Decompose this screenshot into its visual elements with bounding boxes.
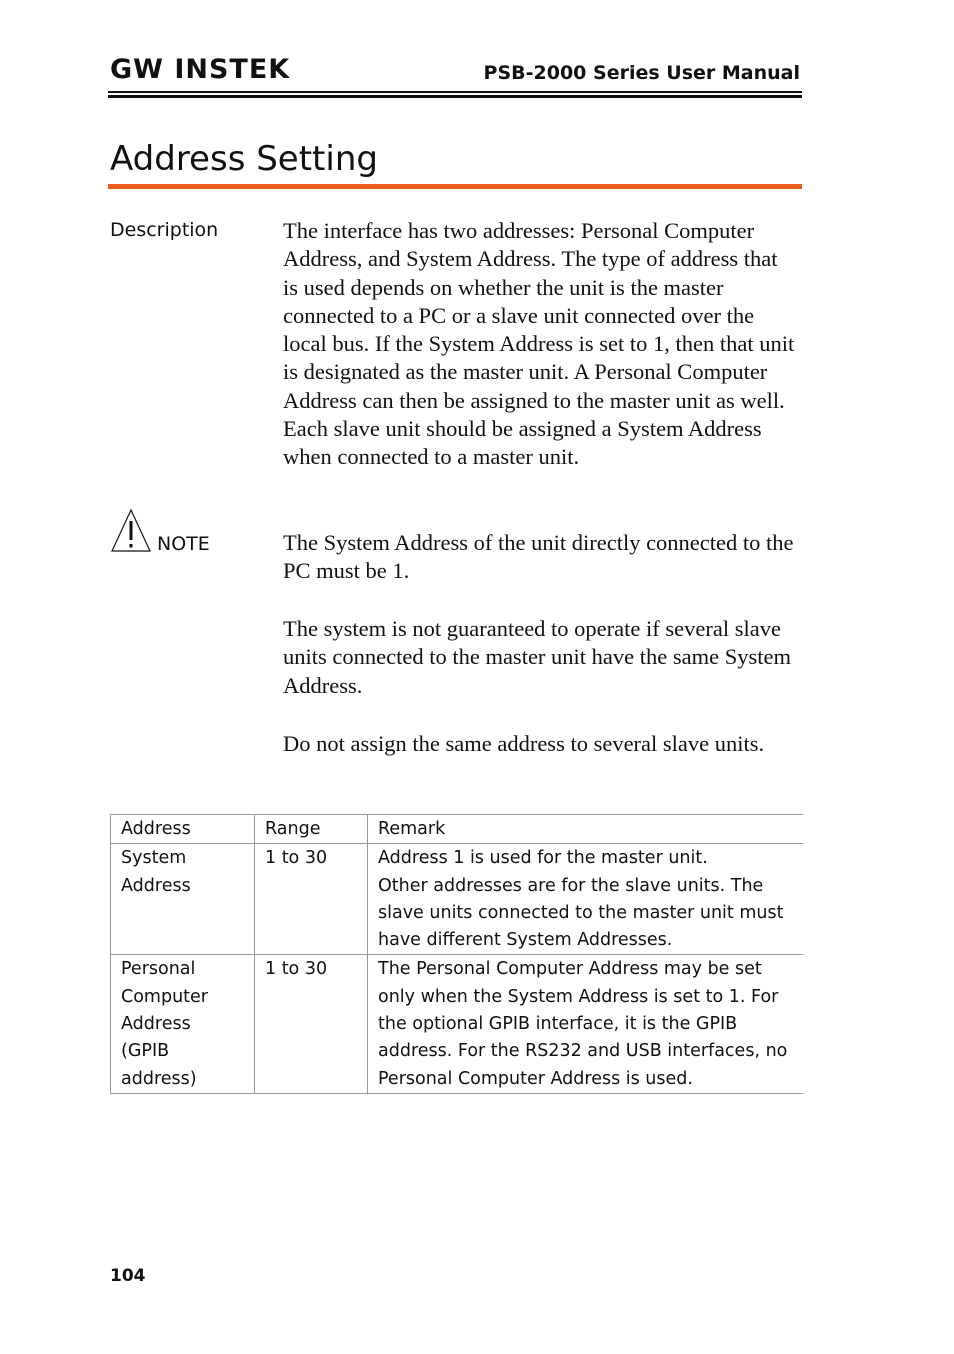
address-cell: Personal Computer Address (GPIB address) <box>111 955 255 1093</box>
note-label: NOTE <box>157 533 210 555</box>
header-divider-thick <box>108 95 802 98</box>
range-cell: 1 to 30 <box>255 955 368 1093</box>
note-paragraph: The System Address of the unit directly connected to the PC must be 1. <box>283 530 794 584</box>
address-table <box>110 814 803 1094</box>
remark-line: Other addresses are for the slave units. The slave units connected to the master unit must have different System Addresses. <box>378 875 784 951</box>
page-number: 104 <box>110 1266 146 1286</box>
company-logo: GW INSTEK <box>110 54 291 85</box>
remark-line: Address 1 is used for the master unit. <box>378 848 708 869</box>
description-text: The interface has two addresses: Personal Computer Address, and System Address. The type of address that is used depends on whether the unit is the master connected to a PC or a slave unit connected over the local bus. If the System Address is set to 1, then that unit is designated as the master unit. A Personal Computer Address can then be assigned to the master unit as well. Each slave unit should be assigned a System Address when connected to a master unit. <box>283 218 795 470</box>
note-paragraph: The system is not guaranteed to operate if several slave units connected to the master unit have the same System Address. <box>283 616 791 698</box>
column-header-remark: Remark <box>368 815 804 844</box>
header-divider <box>108 91 802 93</box>
remark-cell <box>368 844 804 955</box>
warning-icon <box>110 507 152 553</box>
description-label: Description <box>110 219 219 241</box>
address-cell: System Address <box>111 844 255 955</box>
table-row <box>111 955 804 1093</box>
table-header-row <box>111 815 804 844</box>
note-paragraph: Do not assign the same address to several slave units. <box>283 731 765 756</box>
manual-title: PSB-2000 Series User Manual <box>483 62 800 84</box>
column-header-range: Range <box>255 815 368 844</box>
column-header-address: Address <box>111 815 255 844</box>
range-cell: 1 to 30 <box>255 844 368 955</box>
page-title: Address Setting <box>110 139 378 179</box>
remark-line: The Personal Computer Address may be set only when the System Address is set to 1. For the optional GPIB interface, it is the GPIB address. For the RS232 and USB interfaces, no Personal Computer Address is used. <box>378 959 788 1089</box>
table-row <box>111 844 804 955</box>
remark-cell <box>368 955 804 1093</box>
title-underline <box>108 184 802 189</box>
